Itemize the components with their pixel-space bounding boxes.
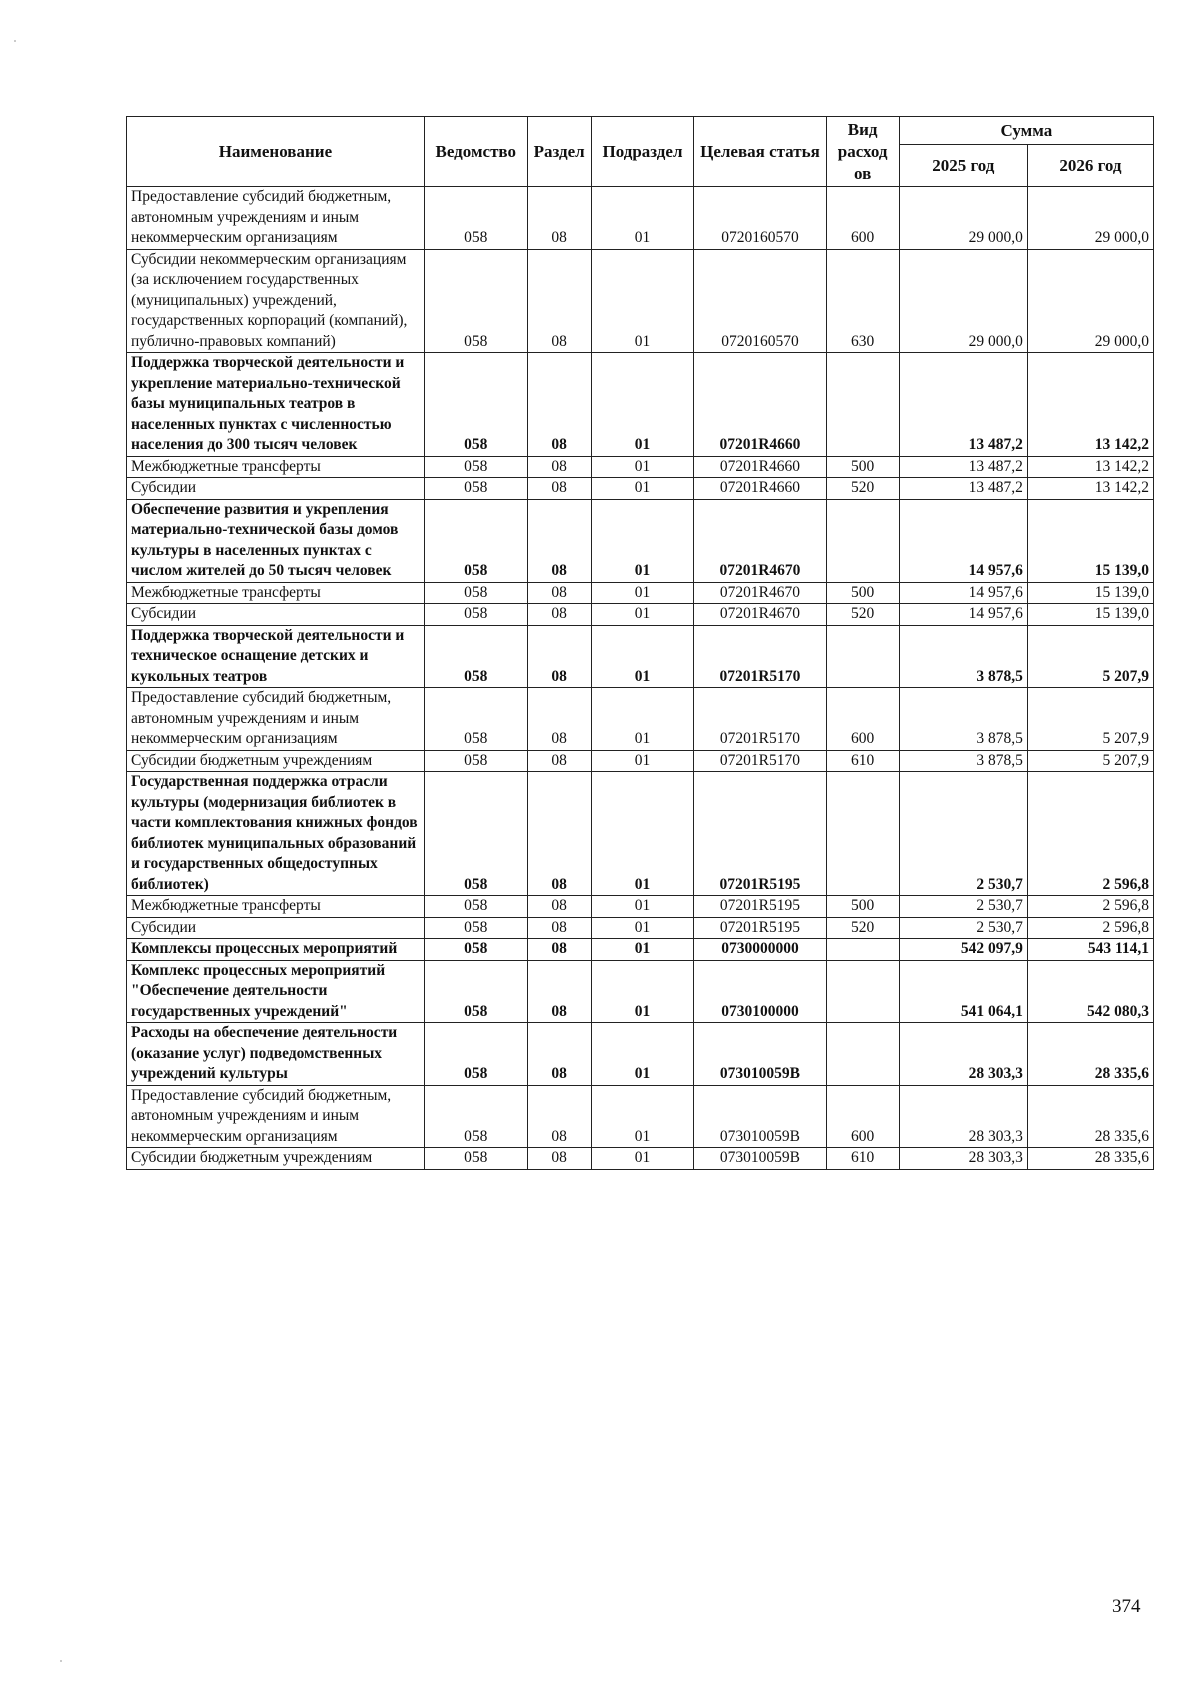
row-razdel: 08 [527,960,591,1023]
row-target: 07201R4670 [694,604,826,626]
row-sum-2025: 3 878,5 [899,688,1027,751]
header-vedomstvo: Ведомство [424,117,527,187]
row-target: 07201R4670 [694,582,826,604]
row-podrazdel: 01 [591,1085,694,1148]
row-sum-2025: 28 303,3 [899,1023,1027,1086]
table-row [127,772,1154,896]
row-podrazdel: 01 [591,772,694,896]
row-name: Межбюджетные трансферты [127,456,425,478]
row-vedomstvo: 058 [424,688,527,751]
row-sum-2025: 2 530,7 [899,917,1027,939]
row-podrazdel: 01 [591,688,694,751]
header-razdel: Раздел [527,117,591,187]
row-sum-2026: 29 000,0 [1027,187,1153,250]
row-podrazdel: 01 [591,625,694,688]
row-podrazdel: 01 [591,1023,694,1086]
row-podrazdel: 01 [591,1148,694,1170]
table-row [127,249,1154,353]
row-sum-2026: 15 139,0 [1027,582,1153,604]
row-razdel: 08 [527,688,591,751]
row-name: Субсидии некоммерческим организациям (за исключением государственных (муниципальных) учреждений, государственных корпораций (компаний), публично-правовых компаний) [127,249,425,353]
row-vedomstvo: 058 [424,1085,527,1148]
row-sum-2026: 15 139,0 [1027,499,1153,582]
row-podrazdel: 01 [591,499,694,582]
table-row [127,1023,1154,1086]
table-row [127,917,1154,939]
row-sum-2025: 14 957,6 [899,499,1027,582]
table-row [127,582,1154,604]
row-vedomstvo: 058 [424,772,527,896]
row-podrazdel: 01 [591,582,694,604]
row-razdel: 08 [527,582,591,604]
row-sum-2026: 5 207,9 [1027,688,1153,751]
row-target: 0720160570 [694,249,826,353]
row-razdel: 08 [527,604,591,626]
table-row [127,1085,1154,1148]
row-expense-type [826,1023,899,1086]
header-podrazdel: Подраздел [591,117,694,187]
row-sum-2025: 13 487,2 [899,353,1027,457]
row-sum-2026: 2 596,8 [1027,896,1153,918]
row-vedomstvo: 058 [424,750,527,772]
row-target: 073010059В [694,1085,826,1148]
table-row [127,1148,1154,1170]
row-vedomstvo: 058 [424,917,527,939]
row-target: 0730100000 [694,960,826,1023]
table-row [127,353,1154,457]
row-target: 0730000000 [694,939,826,961]
row-expense-type: 500 [826,582,899,604]
row-sum-2026: 13 142,2 [1027,353,1153,457]
row-name: Поддержка творческой деятельности и техническое оснащение детских и кукольных театров [127,625,425,688]
row-razdel: 08 [527,353,591,457]
row-sum-2026: 28 335,6 [1027,1085,1153,1148]
row-vedomstvo: 058 [424,456,527,478]
row-expense-type [826,353,899,457]
row-sum-2025: 29 000,0 [899,249,1027,353]
row-razdel: 08 [527,1148,591,1170]
row-sum-2025: 3 878,5 [899,625,1027,688]
row-expense-type: 610 [826,750,899,772]
row-sum-2025: 29 000,0 [899,187,1027,250]
row-razdel: 08 [527,939,591,961]
table-row [127,187,1154,250]
row-sum-2026: 29 000,0 [1027,249,1153,353]
row-sum-2025: 13 487,2 [899,478,1027,500]
row-expense-type [826,499,899,582]
row-sum-2026: 28 335,6 [1027,1148,1153,1170]
row-target: 07201R5170 [694,750,826,772]
row-razdel: 08 [527,772,591,896]
row-sum-2025: 14 957,6 [899,604,1027,626]
row-target: 07201R4670 [694,499,826,582]
row-sum-2025: 2 530,7 [899,772,1027,896]
table-row [127,960,1154,1023]
row-name: Комплекс процессных мероприятий "Обеспечение деятельности государственных учреждений" [127,960,425,1023]
table-row [127,750,1154,772]
row-sum-2025: 14 957,6 [899,582,1027,604]
header-expense-type: Вид расход ов [826,117,899,187]
row-sum-2025: 542 097,9 [899,939,1027,961]
table-row [127,625,1154,688]
table-header [127,117,1154,187]
row-sum-2025: 2 530,7 [899,896,1027,918]
row-podrazdel: 01 [591,604,694,626]
row-expense-type [826,960,899,1023]
table-row [127,478,1154,500]
row-podrazdel: 01 [591,456,694,478]
row-podrazdel: 01 [591,478,694,500]
row-razdel: 08 [527,1085,591,1148]
row-name: Субсидии бюджетным учреждениям [127,750,425,772]
row-vedomstvo: 058 [424,1148,527,1170]
row-vedomstvo: 058 [424,582,527,604]
row-name: Субсидии бюджетным учреждениям [127,1148,425,1170]
row-name: Предоставление субсидий бюджетным, автономным учреждениям и иным некоммерческим организациям [127,187,425,250]
row-name: Межбюджетные трансферты [127,896,425,918]
row-name: Государственная поддержка отрасли культуры (модернизация библиотек в части комплектования книжных фондов библиотек муниципальных образований и государственных общедоступных библиотек) [127,772,425,896]
row-sum-2026: 28 335,6 [1027,1023,1153,1086]
row-razdel: 08 [527,478,591,500]
row-expense-type: 500 [826,456,899,478]
row-razdel: 08 [527,1023,591,1086]
scan-speck [14,40,16,42]
row-name: Субсидии [127,604,425,626]
row-vedomstvo: 058 [424,896,527,918]
row-sum-2026: 2 596,8 [1027,772,1153,896]
row-name: Расходы на обеспечение деятельности (оказание услуг) подведомственных учреждений культуры [127,1023,425,1086]
row-target: 07201R4660 [694,456,826,478]
row-vedomstvo: 058 [424,478,527,500]
table-row [127,939,1154,961]
row-name: Поддержка творческой деятельности и укрепление материально-технической базы муниципальных театров в населенных пунктах с численностью населения до 300 тысяч человек [127,353,425,457]
row-target: 07201R5195 [694,896,826,918]
row-podrazdel: 01 [591,917,694,939]
row-sum-2025: 28 303,3 [899,1085,1027,1148]
row-vedomstvo: 058 [424,604,527,626]
header-year-2026: 2026 год [1027,145,1153,187]
row-name: Предоставление субсидий бюджетным, автономным учреждениям и иным некоммерческим организациям [127,688,425,751]
row-sum-2026: 2 596,8 [1027,917,1153,939]
row-name: Предоставление субсидий бюджетным, автономным учреждениям и иным некоммерческим организациям [127,1085,425,1148]
row-sum-2025: 541 064,1 [899,960,1027,1023]
row-vedomstvo: 058 [424,353,527,457]
row-sum-2025: 28 303,3 [899,1148,1027,1170]
budget-table [126,116,1154,1170]
row-razdel: 08 [527,625,591,688]
row-podrazdel: 01 [591,939,694,961]
row-vedomstvo: 058 [424,1023,527,1086]
row-target: 07201R4660 [694,478,826,500]
row-sum-2026: 5 207,9 [1027,625,1153,688]
row-podrazdel: 01 [591,187,694,250]
row-vedomstvo: 058 [424,939,527,961]
row-podrazdel: 01 [591,353,694,457]
header-name: Наименование [127,117,425,187]
row-target: 0720160570 [694,187,826,250]
row-expense-type: 630 [826,249,899,353]
row-expense-type [826,939,899,961]
header-target: Целевая статья [694,117,826,187]
row-target: 07201R5170 [694,688,826,751]
row-podrazdel: 01 [591,960,694,1023]
row-expense-type: 600 [826,1085,899,1148]
row-name: Субсидии [127,478,425,500]
row-razdel: 08 [527,249,591,353]
row-name: Субсидии [127,917,425,939]
row-sum-2026: 13 142,2 [1027,478,1153,500]
row-sum-2026: 13 142,2 [1027,456,1153,478]
row-razdel: 08 [527,896,591,918]
table-row [127,604,1154,626]
row-expense-type: 520 [826,604,899,626]
row-expense-type: 500 [826,896,899,918]
row-vedomstvo: 058 [424,960,527,1023]
row-vedomstvo: 058 [424,249,527,353]
row-vedomstvo: 058 [424,187,527,250]
row-target: 07201R5170 [694,625,826,688]
row-podrazdel: 01 [591,249,694,353]
row-expense-type [826,772,899,896]
table-row [127,896,1154,918]
row-target: 07201R5195 [694,917,826,939]
row-podrazdel: 01 [591,750,694,772]
row-vedomstvo: 058 [424,625,527,688]
row-sum-2025: 3 878,5 [899,750,1027,772]
page-number: 374 [1112,1596,1141,1617]
row-expense-type: 520 [826,478,899,500]
header-year-2025: 2025 год [899,145,1027,187]
row-podrazdel: 01 [591,896,694,918]
row-target: 07201R4660 [694,353,826,457]
header-sum: Сумма [899,117,1153,145]
row-razdel: 08 [527,187,591,250]
row-target: 07201R5195 [694,772,826,896]
row-expense-type: 600 [826,187,899,250]
row-target: 073010059В [694,1148,826,1170]
row-razdel: 08 [527,499,591,582]
scan-speck [60,1660,62,1662]
row-name: Комплексы процессных мероприятий [127,939,425,961]
row-sum-2026: 5 207,9 [1027,750,1153,772]
row-name: Межбюджетные трансферты [127,582,425,604]
table-row [127,499,1154,582]
row-expense-type: 610 [826,1148,899,1170]
table-row [127,456,1154,478]
row-name: Обеспечение развития и укрепления материально-технической базы домов культуры в населенных пунктах с числом жителей до 50 тысяч человек [127,499,425,582]
row-vedomstvo: 058 [424,499,527,582]
row-expense-type [826,625,899,688]
table-row [127,688,1154,751]
row-sum-2026: 15 139,0 [1027,604,1153,626]
row-expense-type: 520 [826,917,899,939]
row-razdel: 08 [527,456,591,478]
table-body [127,187,1154,1170]
row-sum-2026: 543 114,1 [1027,939,1153,961]
row-sum-2025: 13 487,2 [899,456,1027,478]
row-target: 073010059В [694,1023,826,1086]
row-sum-2026: 542 080,3 [1027,960,1153,1023]
row-razdel: 08 [527,750,591,772]
row-razdel: 08 [527,917,591,939]
row-expense-type: 600 [826,688,899,751]
